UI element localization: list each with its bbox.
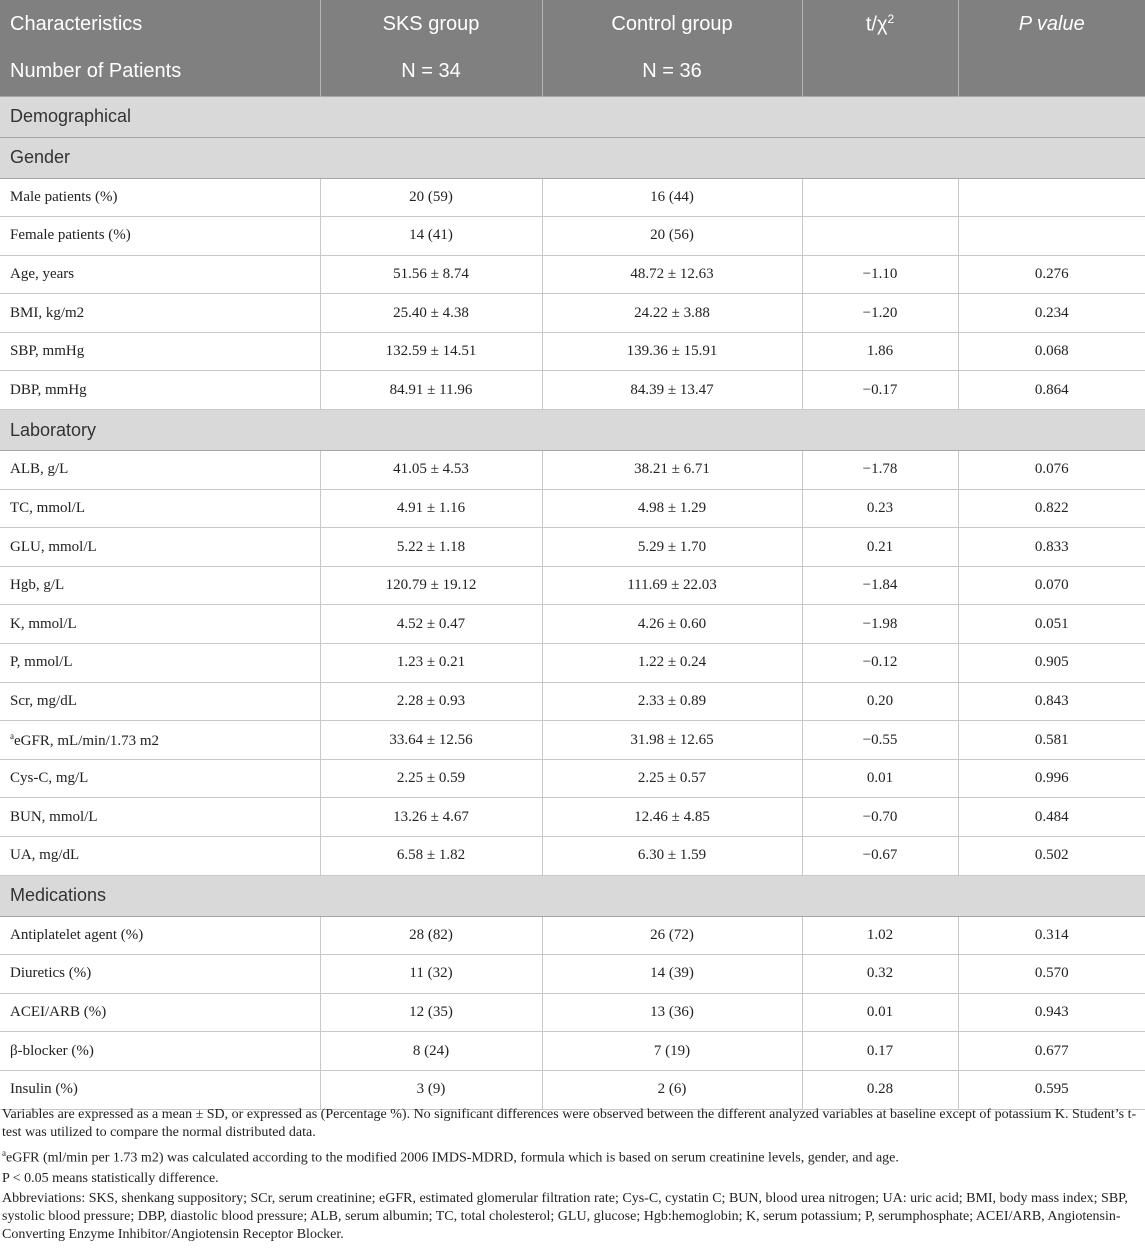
- row-label-text: β-blocker (%): [10, 1042, 94, 1059]
- row-label-text: ACEI/ARB (%): [10, 1004, 107, 1021]
- table-body: [0, 96, 1145, 1109]
- row-label-text: Female patients (%): [10, 227, 131, 244]
- p-value: 0.570: [958, 955, 1145, 994]
- control-value: 2.33 ± 0.89: [542, 682, 802, 721]
- section-title: Laboratory: [0, 410, 1145, 451]
- footnote-abbreviations: Abbreviations: SKS, shenkang suppository; SCr, serum creatinine; eGFR, estimated glomerular filtration rate; Cys-C, cystatin C; BUN, blood urea nitrogen; UA: uric acid; BMI, body mass index; SBP, systolic blood pressure; DBP, diastolic blood pressure; ALB, serum albumin; TC, total cholesterol; GLU, glucose; Hgb:hemoglobin; K, serum potassium; P, serumphosphate; ACEI/ARB, Angiotensin-Converting Enzyme Inhibitor/Angiotensin Receptor Blocker.: [2, 1190, 1128, 1242]
- sks-value: 5.22 ± 1.18: [320, 528, 542, 567]
- table-row: [0, 682, 1145, 721]
- table-footnotes: [0, 1106, 1137, 1246]
- test-stat-value: −0.67: [802, 837, 958, 876]
- row-label-text: TC, mmol/L: [10, 499, 85, 516]
- row-label-text: BMI, kg/m2: [10, 304, 85, 321]
- test-stat-value: 0.21: [802, 528, 958, 567]
- footnote-egfr-sup: a: [2, 1148, 6, 1158]
- control-value: 5.29 ± 1.70: [542, 528, 802, 567]
- table-row: [0, 489, 1145, 528]
- sks-value: 84.91 ± 11.96: [320, 371, 542, 410]
- sks-value: 41.05 ± 4.53: [320, 451, 542, 490]
- p-value: 0.314: [958, 916, 1145, 955]
- section-title: Demographical: [0, 96, 1145, 137]
- test-stat-value: −1.10: [802, 255, 958, 294]
- row-label-text: K, mmol/L: [10, 615, 77, 632]
- table-row: [0, 371, 1145, 410]
- test-stat-value: [802, 178, 958, 217]
- test-stat-value: −1.20: [802, 294, 958, 333]
- sks-value: 132.59 ± 14.51: [320, 332, 542, 371]
- row-label-text: Diuretics (%): [10, 965, 92, 982]
- table-row: [0, 993, 1145, 1032]
- control-value: 16 (44): [542, 178, 802, 217]
- col-header-sks-group: SKS group: [320, 0, 542, 48]
- p-value: 0.864: [958, 371, 1145, 410]
- table-subheader-row: [0, 48, 1145, 96]
- table-header-row: [0, 0, 1145, 48]
- subheader-test-stat: [802, 48, 958, 96]
- row-label-text: DBP, mmHg: [10, 381, 87, 398]
- control-value: 26 (72): [542, 916, 802, 955]
- test-stat-value: −0.12: [802, 644, 958, 683]
- row-label: [0, 217, 320, 256]
- table-row: [0, 759, 1145, 798]
- test-stat-value: −0.70: [802, 798, 958, 837]
- table-row: [0, 605, 1145, 644]
- control-value: 24.22 ± 3.88: [542, 294, 802, 333]
- sks-value: 14 (41): [320, 217, 542, 256]
- row-label: [0, 178, 320, 217]
- test-stat-label: t/χ: [865, 13, 888, 36]
- row-label: [0, 916, 320, 955]
- row-label-text: Scr, mg/dL: [10, 692, 77, 709]
- row-label: [0, 605, 320, 644]
- row-label: [0, 255, 320, 294]
- row-label: [0, 528, 320, 567]
- sks-value: 11 (32): [320, 955, 542, 994]
- p-value: 0.822: [958, 489, 1145, 528]
- row-label: [0, 759, 320, 798]
- sks-value: 2.28 ± 0.93: [320, 682, 542, 721]
- p-value: 0.843: [958, 682, 1145, 721]
- p-value: 0.833: [958, 528, 1145, 567]
- row-label: [0, 451, 320, 490]
- test-stat-value: 0.20: [802, 682, 958, 721]
- p-value: 0.234: [958, 294, 1145, 333]
- col-header-control-group: Control group: [542, 0, 802, 48]
- sks-value: 20 (59): [320, 178, 542, 217]
- sks-value: 1.23 ± 0.21: [320, 644, 542, 683]
- row-label: [0, 489, 320, 528]
- subheader-sks-n: N = 34: [320, 48, 542, 96]
- p-value: [958, 178, 1145, 217]
- section-title: Gender: [0, 137, 1145, 178]
- test-stat-value: 0.01: [802, 993, 958, 1032]
- test-stat-value: 0.32: [802, 955, 958, 994]
- test-stat-value: 0.28: [802, 1070, 958, 1109]
- p-value: 0.677: [958, 1032, 1145, 1071]
- row-label: [0, 837, 320, 876]
- footnote-egfr: [2, 1144, 1137, 1168]
- footnote-variables: Variables are expressed as a mean ± SD, or expressed as (Percentage %). No significant differences were observed between the different analyzed variables at baseline except of potassium K. Student’s t-test was utilized to compare the normal distributed data.: [2, 1107, 1137, 1140]
- table-row: [0, 528, 1145, 567]
- control-value: 48.72 ± 12.63: [542, 255, 802, 294]
- row-label-text: ALB, g/L: [10, 461, 69, 478]
- table-row: [0, 217, 1145, 256]
- col-header-characteristics: Characteristics: [0, 0, 320, 48]
- control-value: 31.98 ± 12.65: [542, 721, 802, 760]
- row-label-text: GLU, mmol/L: [10, 538, 97, 555]
- test-stat-value: −1.78: [802, 451, 958, 490]
- table-row: [0, 798, 1145, 837]
- test-stat-value: 0.17: [802, 1032, 958, 1071]
- row-label: [0, 644, 320, 683]
- p-value: 0.905: [958, 644, 1145, 683]
- row-label-sup: a: [10, 730, 14, 741]
- table-row: [0, 332, 1145, 371]
- table-row: [0, 294, 1145, 333]
- footnote-egfr-text: eGFR (ml/min per 1.73 m2) was calculated according to the modified 2006 IMDS-MDRD, formula which is based on serum creatinine levels, gender, and age.: [6, 1150, 899, 1166]
- test-stat-value: 1.86: [802, 332, 958, 371]
- section-row: [0, 410, 1145, 451]
- table-row: [0, 644, 1145, 683]
- row-label-text: Antiplatelet agent (%): [10, 926, 144, 943]
- row-label-text: Male patients (%): [10, 188, 118, 205]
- row-label-text: BUN, mmol/L: [10, 808, 98, 825]
- control-value: 139.36 ± 15.91: [542, 332, 802, 371]
- control-value: 2.25 ± 0.57: [542, 759, 802, 798]
- control-value: 4.98 ± 1.29: [542, 489, 802, 528]
- table-row: [0, 1070, 1145, 1109]
- table-row: [0, 178, 1145, 217]
- p-value: 0.943: [958, 993, 1145, 1032]
- section-title: Medications: [0, 875, 1145, 916]
- test-stat-value: [802, 217, 958, 256]
- sks-value: 4.52 ± 0.47: [320, 605, 542, 644]
- table-row: [0, 451, 1145, 490]
- table-row: [0, 955, 1145, 994]
- control-value: 12.46 ± 4.85: [542, 798, 802, 837]
- test-stat-value: 0.01: [802, 759, 958, 798]
- row-label: [0, 1032, 320, 1071]
- sks-value: 6.58 ± 1.82: [320, 837, 542, 876]
- p-value: 0.070: [958, 566, 1145, 605]
- table-row: [0, 721, 1145, 760]
- control-value: 13 (36): [542, 993, 802, 1032]
- section-row: [0, 96, 1145, 137]
- table-row: [0, 916, 1145, 955]
- sks-value: 13.26 ± 4.67: [320, 798, 542, 837]
- section-row: [0, 875, 1145, 916]
- test-stat-value: 0.23: [802, 489, 958, 528]
- p-value: [958, 217, 1145, 256]
- row-label: [0, 332, 320, 371]
- row-label: [0, 371, 320, 410]
- row-label: [0, 294, 320, 333]
- row-label-text: Hgb, g/L: [10, 577, 65, 594]
- p-value: 0.076: [958, 451, 1145, 490]
- table-row: [0, 1032, 1145, 1071]
- table-row: [0, 837, 1145, 876]
- control-value: 4.26 ± 0.60: [542, 605, 802, 644]
- test-stat-sup: 2: [887, 11, 895, 26]
- sks-value: 2.25 ± 0.59: [320, 759, 542, 798]
- sks-value: 3 (9): [320, 1070, 542, 1109]
- control-value: 1.22 ± 0.24: [542, 644, 802, 683]
- sks-value: 120.79 ± 19.12: [320, 566, 542, 605]
- row-label-text: Insulin (%): [10, 1081, 78, 1098]
- control-value: 20 (56): [542, 217, 802, 256]
- sks-value: 28 (82): [320, 916, 542, 955]
- p-value: 0.051: [958, 605, 1145, 644]
- control-value: 84.39 ± 13.47: [542, 371, 802, 410]
- p-value: 0.276: [958, 255, 1145, 294]
- row-label: [0, 798, 320, 837]
- row-label: [0, 566, 320, 605]
- control-value: 2 (6): [542, 1070, 802, 1109]
- sks-value: 25.40 ± 4.38: [320, 294, 542, 333]
- control-value: 6.30 ± 1.59: [542, 837, 802, 876]
- row-label-text: eGFR, mL/min/1.73 m2: [14, 732, 160, 749]
- p-value: 0.581: [958, 721, 1145, 760]
- table-row: [0, 566, 1145, 605]
- control-value: 111.69 ± 22.03: [542, 566, 802, 605]
- p-value: 0.068: [958, 332, 1145, 371]
- row-label-text: SBP, mmHg: [10, 343, 85, 360]
- sks-value: 51.56 ± 8.74: [320, 255, 542, 294]
- sks-value: 12 (35): [320, 993, 542, 1032]
- control-value: 38.21 ± 6.71: [542, 451, 802, 490]
- p-value: 0.502: [958, 837, 1145, 876]
- footnote-p-value: P < 0.05 means statistically difference.: [2, 1170, 219, 1186]
- test-stat-value: −1.98: [802, 605, 958, 644]
- row-label-text: Age, years: [10, 265, 75, 282]
- row-label: [0, 955, 320, 994]
- row-label: [0, 1070, 320, 1109]
- row-label-text: P, mmol/L: [10, 654, 73, 671]
- test-stat-value: −0.17: [802, 371, 958, 410]
- p-value: 0.595: [958, 1070, 1145, 1109]
- sks-value: 4.91 ± 1.16: [320, 489, 542, 528]
- p-value: 0.996: [958, 759, 1145, 798]
- sks-value: 33.64 ± 12.56: [320, 721, 542, 760]
- row-label: [0, 721, 320, 760]
- subheader-p-value: [958, 48, 1145, 96]
- col-header-p-value: P value: [958, 0, 1145, 48]
- subheader-control-n: N = 36: [542, 48, 802, 96]
- row-label: [0, 682, 320, 721]
- control-value: 7 (19): [542, 1032, 802, 1071]
- test-stat-value: 1.02: [802, 916, 958, 955]
- table-row: [0, 255, 1145, 294]
- test-stat-value: −1.84: [802, 566, 958, 605]
- p-value: 0.484: [958, 798, 1145, 837]
- row-label-text: Cys-C, mg/L: [10, 770, 89, 787]
- control-value: 14 (39): [542, 955, 802, 994]
- test-stat-value: −0.55: [802, 721, 958, 760]
- sks-value: 8 (24): [320, 1032, 542, 1071]
- subheader-label: Number of Patients: [0, 48, 320, 96]
- row-label: [0, 993, 320, 1032]
- section-row: [0, 137, 1145, 178]
- row-label-text: UA, mg/dL: [10, 847, 80, 864]
- col-header-test-stat: [802, 0, 958, 48]
